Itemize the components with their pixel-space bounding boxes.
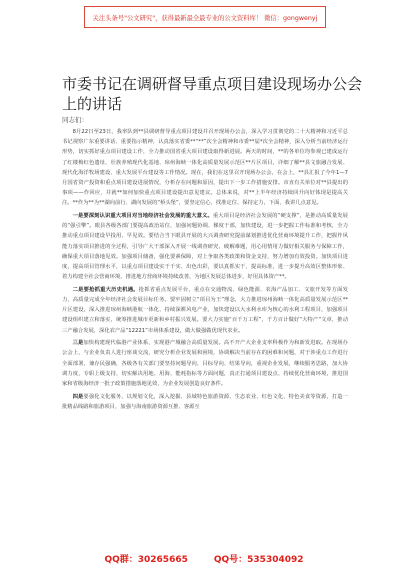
paragraph-lead: 一是要深刻认识重大项目对当地经济社会发展的重大意义。 xyxy=(72,213,213,220)
paragraph-text: 抢抓省重点发展平台，重点在交通物流、绿色能源、农海产品加工、文旅开发等方面发力，高质量完成全年经济社会发展目标任务。要牢固树立“项目为王”理念，大力推进琼州海峡一体化高质量发展示范区**片区建设，深入推进琼州海峡港航一体化、持续深耕风电产业，加快建设以大水利水库为核心的水利工程项目，加强项目建设组织建立和落实，统筹推进城市更新和乡村振兴发展。要大力实施“百千万工程”，千方百计做好“大特产”文章，推动三产融合发展，深化农产品“12221”市场体系建设，做大做强做优现代农业。 xyxy=(62,286,348,334)
paragraph-lead: 二是要抢抓重大历史机遇。 xyxy=(72,286,139,293)
promo-banner-text: 关注头条号"公文研究"，获得最新最全最专业的公文资料库！ 微信：gongwenyj xyxy=(92,14,318,22)
paragraph-point-one xyxy=(62,211,348,282)
paragraph-text: 加快构建现代临港产业体系，实现港产城融合高质量发展。高不开产大企业支率科极作为和新发进取。在现场办公会上，与企业负责人进行座谈交流，研究分析企业发展和困境，协调解决当前存在的困难和问题，对于涉重点工作进行全面部署，兼存民强确，各级各有关部门要坚持问题导向，目标导向、结果导向，重视企业发展，继续服务思路，加大协调力度，专职上级支持，切实解决用地、用海、能耗指标等方面问题，真正打通项目建设点、持续优化营商环境，推进国家和省级海经济一批子政策措施落地见效，为企业发展创造良好条件。 xyxy=(62,340,348,388)
contact-footer xyxy=(0,552,408,565)
document-title: 市委书记在调研督导重点项目建设现场办公会上的讲话 xyxy=(62,75,363,113)
paragraph-text: 重大项目是经济社会发展的“硬支撑”，是推动高质量发展的“强引擎”。眼县各级各部门要提高政治站位，加强问题协调、梯度干部，加快建设，进一步把握工作标准和考核，全力推动重点项目建设早投用、早见效。要结合当下眼县开展的大兴调查研究提前谋划推进优化营商环境提升工作，把握作风能力落实项目推进的全过程，引导广大干部深入开展一线调查研究、破解难题，用心用情用力做好相关服务与保障工作，确保重大项目落地见效。加强项目储备，强化要素保障，对上争取各类政策和资金支持，努力增加有效投资。加快项目进度，提高项目管理水平，以重点项目建设实干千实、出色出彩，要以真抓实干、提高标准，进一步提升高效区整体形象、着力构建全社会营商环境，推进地方营商环境持续改善，为地区发展总体进步，好用具体资产**。 xyxy=(62,213,348,281)
qq-group-number: QQ群：30265665 xyxy=(104,555,188,565)
paragraph-point-four xyxy=(62,392,348,412)
qq-account-number: QQ号：535304092 xyxy=(213,555,304,565)
salutation: 同志们： xyxy=(62,116,88,124)
paragraph-text: 8月22日至23日，我率队到**县调研督导重点项目建设并召开现场办公会，深入学习贯彻党的二十大精神和习近平总书记视察广东重要讲话、重要指示精神，认真落实省委**“**”次全会精神和市委**届*次全会精神，深入分析当前经济运行形势，切实抓好重点项目建设工作，全力推动国省重大项目建设取得新进展。两天的时间，**的各单位均参观已建成运行了红楼梅红色遗址、壮族养殖现代化基地、琼州海峡一体化高质量发展示范区**片区项目，详细了解**县文旅融合发展、现代化海洋牧场建设、重大发展平台建设等工作情况。现在，我们在这里召开现场办公会，在会上，**县汇报了今年1—7月国省资产投资和重点项目建设进展情况，分析存在问题和原因，提出下一步工作措施安排。市直有关单位对**县提出的事项——作回应，并就**如何加快重点项目建设提出意见建议。总体来说，对**上半年经济持续回升向好体现是提高关注。**作为**为**湖向前行、湖向发展的“桥头堡”，要坚定信心、找准定位、保持定力，下面，我讲几点意见。 xyxy=(62,129,348,207)
paragraph-intro xyxy=(62,127,348,209)
paragraph-lead: 三是 xyxy=(72,340,84,347)
promo-banner xyxy=(84,6,326,28)
document-body xyxy=(62,127,348,414)
paragraph-text: 要强化文化服务，以规划文化，深入挖掘、县域特色旅游资源、生态农业、红色文化、特色美食等资源，打造一批精品线路和旅游项目，加强与海南旅游资源互推、客源互 xyxy=(62,393,348,410)
paragraph-lead: 四是 xyxy=(72,393,84,400)
paragraph-point-three xyxy=(62,338,348,389)
paragraph-point-two xyxy=(62,285,348,336)
